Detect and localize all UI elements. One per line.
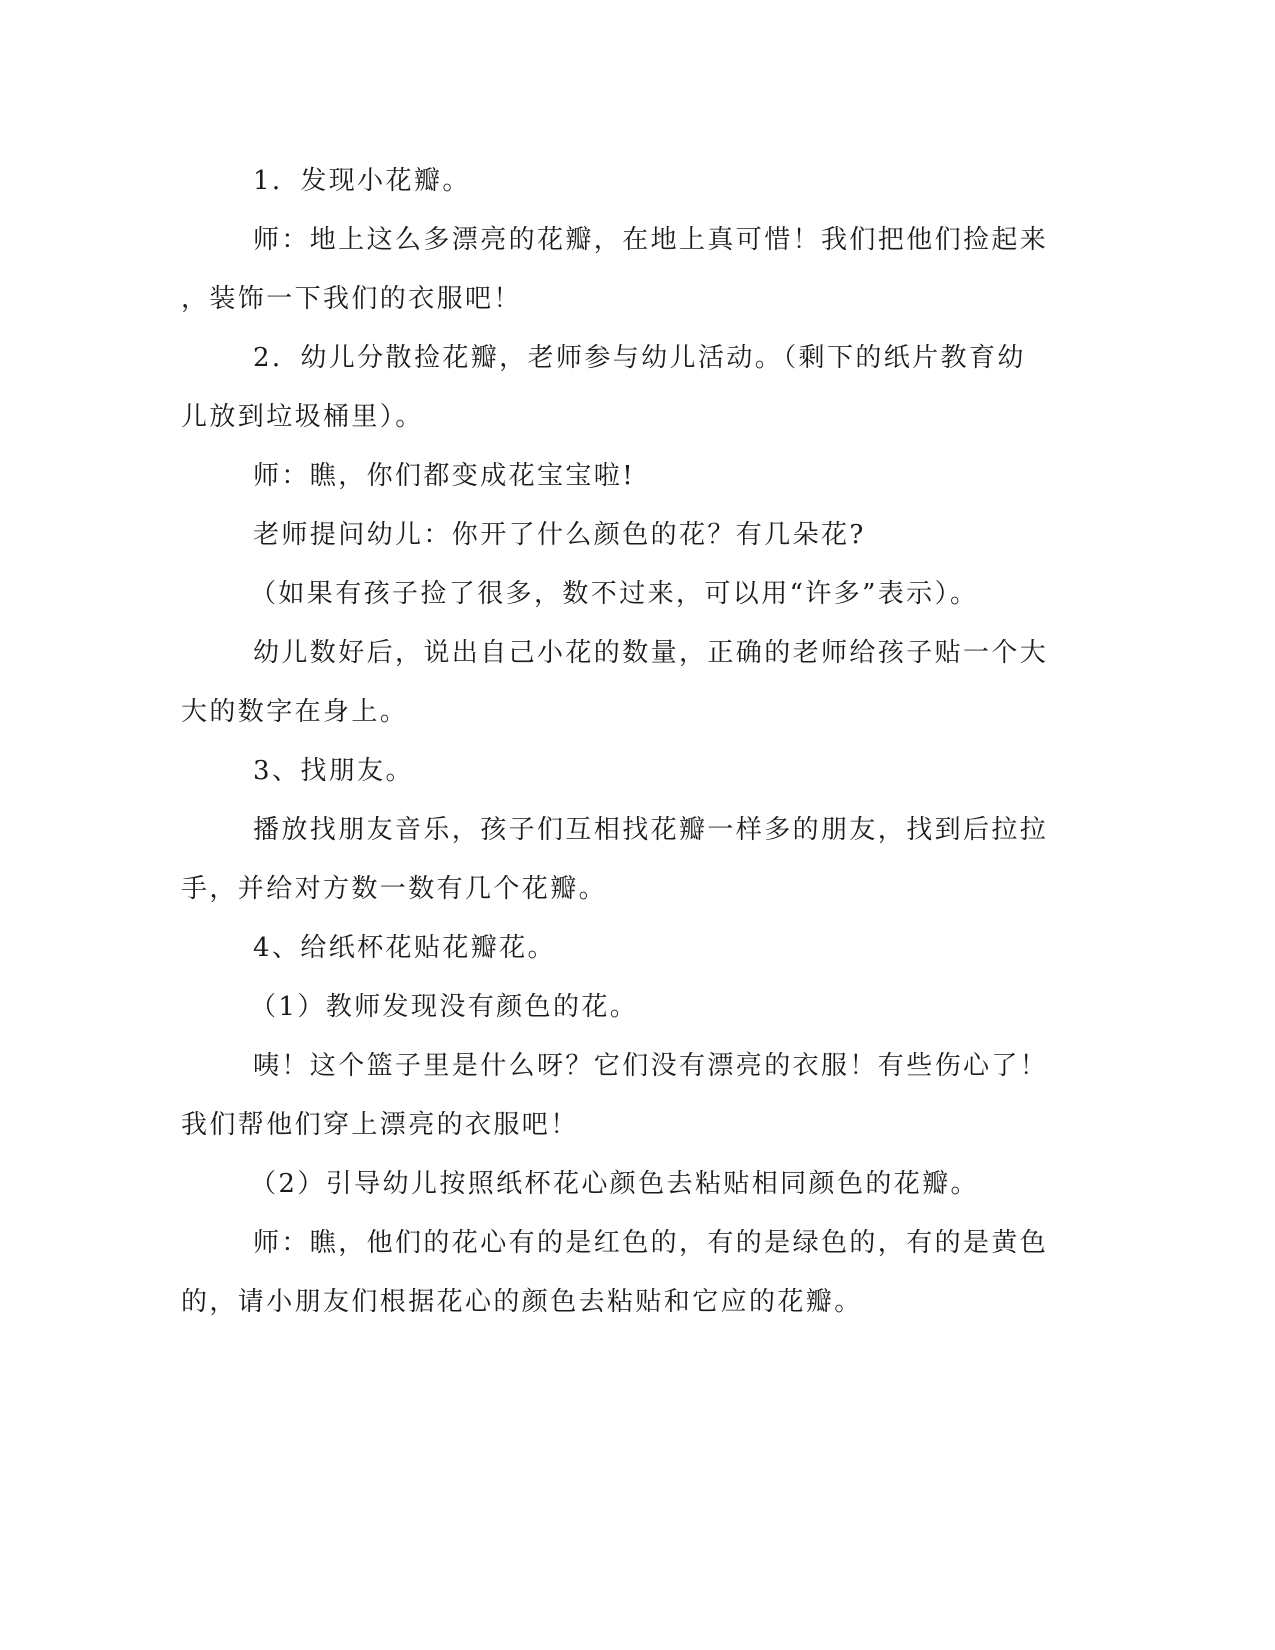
step-2-cont: 儿放到垃圾桶里）。	[181, 402, 424, 432]
teacher-line-3-cont: 的，请小朋友们根据花心的颜色去粘贴和它应的花瓣。	[181, 1287, 863, 1317]
step-4-heading: 4、给纸杯花贴花瓣花。	[253, 933, 556, 963]
step-3-heading: 3、找朋友。	[253, 756, 414, 786]
basket-line-cont: 我们帮他们穿上漂亮的衣服吧！	[181, 1110, 579, 1140]
teacher-line-2: 师：瞧，你们都变成花宝宝啦!	[253, 461, 636, 491]
teacher-line-3: 师：瞧，他们的花心有的是红色的，有的是绿色的，有的是黄色	[253, 1228, 1049, 1258]
basket-line: 咦！这个篮子里是什么呀？它们没有漂亮的衣服！有些伤心了！	[253, 1051, 1049, 1081]
counting-line-cont: 大的数字在身上。	[181, 697, 409, 727]
music-line: 播放找朋友音乐，孩子们互相找花瓣一样多的朋友，找到后拉拉	[253, 815, 1049, 845]
step-2-heading: 2．幼儿分散捡花瓣，老师参与幼儿活动。（剩下的纸片教育幼	[253, 343, 1026, 373]
teacher-line-1-cont: ，装饰一下我们的衣服吧！	[181, 284, 522, 314]
note-many: （如果有孩子捡了很多，数不过来，可以用“许多”表示）。	[250, 579, 979, 609]
counting-line: 幼儿数好后，说出自己小花的数量，正确的老师给孩子贴一个大	[253, 638, 1049, 668]
teacher-line-1: 师：地上这么多漂亮的花瓣，在地上真可惜！我们把他们捡起来	[253, 225, 1049, 255]
sub-step-2: （2）引导幼儿按照纸杯花心颜色去粘贴相同颜色的花瓣。	[250, 1169, 979, 1199]
step-1-heading: 1．发现小花瓣。	[253, 166, 471, 196]
music-line-cont: 手，并给对方数一数有几个花瓣。	[181, 874, 608, 904]
teacher-question: 老师提问幼儿：你开了什么颜色的花？有几朵花?	[253, 520, 866, 550]
sub-step-1: （1）教师发现没有颜色的花。	[250, 992, 639, 1022]
